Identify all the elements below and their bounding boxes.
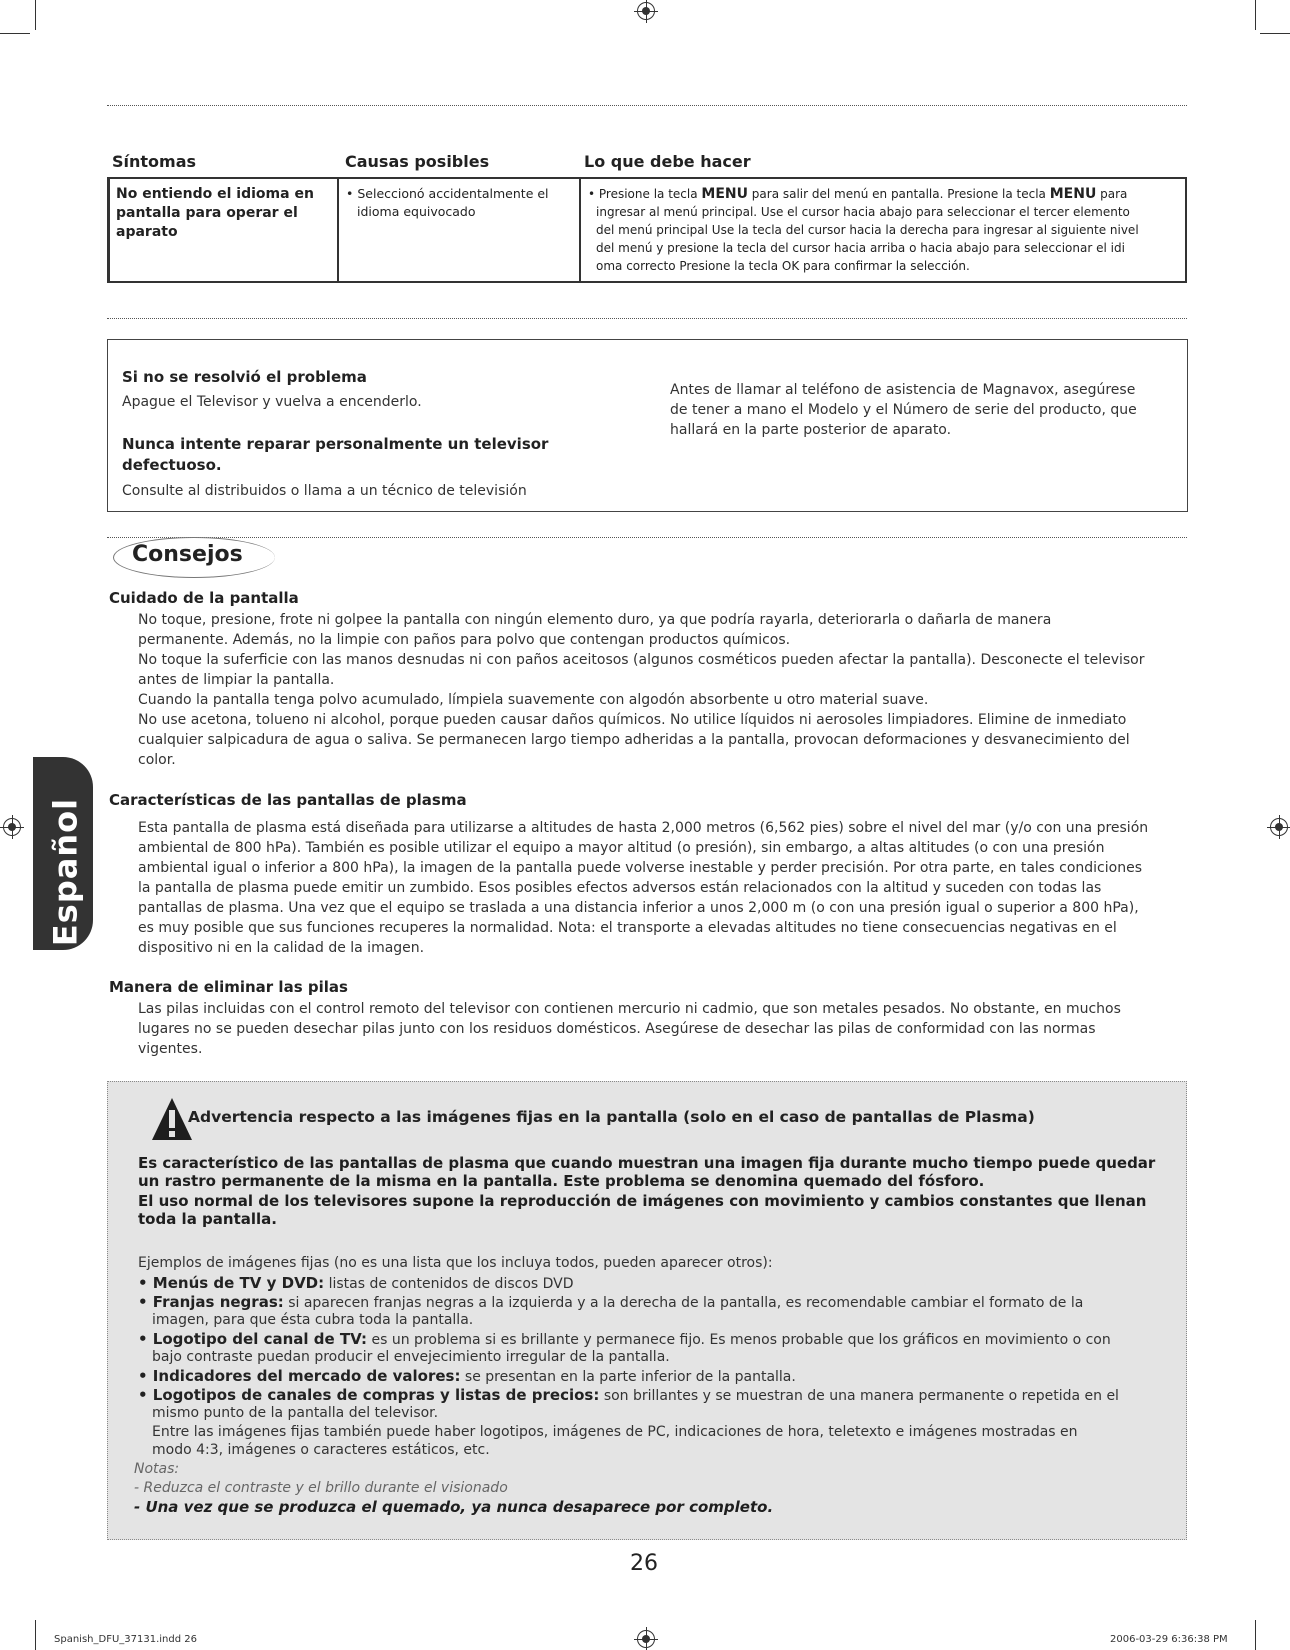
text-line: cualquier salpicadura de agua o saliva. Se permanecen largo tiempo adheridas a la pantalla, provocan deformaciones y desvanecimiento del bbox=[138, 732, 1130, 748]
footer-timestamp: 2006-03-29 6:36:38 PM bbox=[1110, 1634, 1228, 1645]
mid-divider bbox=[107, 318, 1187, 319]
symptom-line: No entiendo el idioma en bbox=[116, 186, 314, 202]
warning-bullet-shopping-cont: mismo punto de la pantalla del televisor. bbox=[152, 1405, 439, 1421]
symptom-line: pantalla para operar el bbox=[116, 205, 298, 221]
text-line: antes de limpiar la pantalla. bbox=[138, 672, 335, 688]
registration-mark-top-icon bbox=[637, 2, 655, 20]
top-divider bbox=[107, 105, 1187, 106]
action-line: • Presione la tecla MENU para salir del menú en pantalla. Presione la tecla MENU para bbox=[588, 186, 1128, 202]
help-heading-never-repair: Nunca intente reparar personalmente un televisor defectuoso. bbox=[122, 435, 549, 474]
section-heading-screen-care: Cuidado de la pantalla bbox=[109, 589, 299, 607]
warning-other-line: Entre las imágenes fijas también puede haber logotipos, imágenes de PC, indicaciones de hora, teletexto e imágenes mostradas en bbox=[152, 1424, 1078, 1440]
warning-bullet-logo-cont: bajo contraste puedan producir el envejecimiento irregular de la pantalla. bbox=[152, 1349, 670, 1365]
action-line: del menú principal Use la tecla del cursor hacia la derecha para ingresar al siguiente nivel bbox=[596, 223, 1139, 237]
section-text-plasma bbox=[138, 818, 1188, 958]
warning-title: Advertencia respecto a las imágenes fijas en la pantalla (solo en el caso de pantallas de Plasma) bbox=[188, 1108, 1035, 1126]
crop-mark-tr-h bbox=[1260, 33, 1290, 34]
section-heading-plasma: Características de las pantallas de plasma bbox=[109, 791, 467, 809]
cause-line: • Seleccionó accidentalmente el bbox=[346, 186, 549, 201]
text-line: vigentes. bbox=[138, 1041, 203, 1057]
warning-note-bold: - Una vez que se produzca el quemado, ya nunca desaparece por completo. bbox=[134, 1498, 774, 1516]
help-text-restart: Apague el Televisor y vuelva a encenderlo. bbox=[122, 394, 422, 410]
warning-notes-label: Notas: bbox=[134, 1461, 180, 1477]
crop-mark-tr bbox=[1255, 0, 1256, 30]
warning-other-line: modo 4:3, imágenes o caracteres estáticos, etc. bbox=[152, 1442, 490, 1458]
registration-mark-bottom-icon bbox=[637, 1630, 655, 1648]
warning-box bbox=[107, 1081, 1187, 1540]
language-tab-label: Español bbox=[46, 797, 85, 947]
troubleshooting-table bbox=[107, 177, 1187, 283]
section-text-batteries bbox=[138, 999, 1188, 1059]
help-text-consult: Consulte al distribuidos o llama a un técnico de televisión bbox=[122, 483, 527, 499]
crop-mark-br bbox=[1255, 1620, 1256, 1650]
text-line: color. bbox=[138, 752, 176, 768]
text-line: ambiental igual o inferior a 800 hPa), la imagen de la pantalla puede volverse inestable y perder precisión. Por otra parte, en tales condiciones bbox=[138, 860, 1142, 876]
help-heading-unresolved: Si no se resolvió el problema bbox=[122, 368, 367, 386]
action-line: del menú y presione la tecla del cursor hacia arriba o hacia abajo para seleccionar el idi bbox=[596, 241, 1125, 255]
crop-mark-tl-h bbox=[0, 33, 30, 34]
warning-bullet-logo: • Logotipo del canal de TV: es un problema si es brillante y permanece fijo. Es menos probable que los gráficos en movimiento o con bbox=[138, 1330, 1111, 1348]
footer-filename: Spanish_DFU_37131.indd 26 bbox=[54, 1634, 197, 1645]
text-line: No use acetona, tolueno ni alcohol, porque pueden causar daños químicos. No utilice líquidos ni aerosoles limpiadores. Elimine de inmediato bbox=[138, 712, 1127, 728]
text-line: lugares no se pueden desechar pilas junto con los residuos domésticos. Asegúrese de desechar las pilas de conformidad con las normas bbox=[138, 1021, 1096, 1037]
help-box bbox=[107, 339, 1188, 512]
action-line: oma correcto Presione la tecla OK para confirmar la selección. bbox=[596, 259, 970, 273]
section-heading-batteries: Manera de eliminar las pilas bbox=[109, 978, 348, 996]
text-line: No toque, presione, frote ni golpee la pantalla con ningún elemento duro, ya que podría rayarla, deteriorarla o dañarla de manera bbox=[138, 612, 1052, 628]
cause-cell bbox=[346, 185, 549, 221]
section-text-screen-care bbox=[138, 610, 1188, 770]
text-line: es muy posible que sus funciones recuperes la normalidad. Nota: el transporte a elevadas altitudes no tiene consecuencias negativas en el bbox=[138, 920, 1117, 936]
text-line: Esta pantalla de plasma está diseñada para utilizarse a altitudes de hasta 2,000 metros (6,562 pies) sobre el nivel del mar (y/o con una presión bbox=[138, 820, 1149, 836]
page-number: 26 bbox=[630, 1551, 658, 1576]
table-header-action: Lo que debe hacer bbox=[584, 152, 751, 171]
registration-mark-left-icon bbox=[3, 818, 21, 836]
table-header-causes: Causas posibles bbox=[345, 152, 490, 171]
text-line: la pantalla de plasma puede emitir un zumbido. Esos posibles efectos adversos están relacionados con la altitud y suceden con todas las bbox=[138, 880, 1102, 896]
crop-mark-tl bbox=[35, 0, 36, 30]
text-line: Las pilas incluidas con el control remoto del televisor con contienen mercurio ni cadmio, que son metales pesados. No obstante, en muchos bbox=[138, 1001, 1121, 1017]
text-line: Cuando la pantalla tenga polvo acumulado, límpiela suavemente con algodón absorbente u otro material suave. bbox=[138, 692, 929, 708]
warning-bullet-bars: • Franjas negras: si aparecen franjas negras a la izquierda y a la derecha de la pantalla, es recomendable cambiar el formato de la bbox=[138, 1293, 1084, 1311]
warning-note: - Reduzca el contraste y el brillo durante el visionado bbox=[134, 1480, 508, 1496]
cause-line: idioma equivocado bbox=[357, 204, 476, 219]
registration-mark-right-icon bbox=[1270, 818, 1288, 836]
text-line: permanente. Además, no la limpie con paños para polvo que contengan productos químicos. bbox=[138, 632, 791, 648]
text-line: pantallas de plasma. Una vez que el equipo se traslada a una distancia inferior a unos 2,000 m (o con una presión igual o superior a 800 hPa), bbox=[138, 900, 1139, 916]
text-line: dispositivo ni en la calidad de la imagen. bbox=[138, 940, 425, 956]
symptom-line: aparato bbox=[116, 224, 178, 240]
warning-bold-line: un rastro permanente de la misma en la pantalla. Este problema se denomina quemado del fósforo. bbox=[138, 1172, 985, 1190]
warning-bold-line: Es característico de las pantallas de plasma que cuando muestran una imagen fija durante mucho tiempo puede quedar bbox=[138, 1154, 1156, 1172]
warning-bullet-stock: • Indicadores del mercado de valores: se presentan en la parte inferior de la pantalla. bbox=[138, 1367, 796, 1385]
text-line: ambiental de 800 hPa). También es posible utilizar el equipo a mayor altitud (o presión), sin embargo, a altas altitudes (o con una presión bbox=[138, 840, 1105, 856]
help-text-support: Antes de llamar al teléfono de asistencia de Magnavox, asegúrese de tener a mano el Modelo y el Número de serie del producto, que hallará en la parte posterior de aparato. bbox=[670, 382, 1137, 438]
language-tab bbox=[33, 757, 93, 950]
table-header-symptoms: Síntomas bbox=[112, 152, 197, 171]
text-line: No toque la suferficie con las manos desnudas ni con paños aceitosos (algunos cosméticos pueden afectar la pantalla). Desconecte el televisor bbox=[138, 652, 1145, 668]
action-line: ingresar al menú principal. Use el cursor hacia abajo para seleccionar el tercer elemento bbox=[596, 205, 1130, 219]
consejos-divider bbox=[107, 537, 1187, 538]
warning-bullet-shopping: • Logotipos de canales de compras y listas de precios: son brillantes y se muestran de una manera permanente o repetida en el bbox=[138, 1386, 1119, 1404]
symptom-cell bbox=[116, 185, 314, 242]
consejos-title: Consejos bbox=[132, 542, 243, 567]
warning-bold-line: El uso normal de los televisores supone la reproducción de imágenes con movimiento y cambios constantes que llenan bbox=[138, 1192, 1147, 1210]
warning-intro: Ejemplos de imágenes fijas (no es una lista que los incluya todos, pueden aparecer otros): bbox=[138, 1255, 773, 1271]
crop-mark-bl bbox=[35, 1620, 36, 1650]
warning-bullet-bars-cont: imagen, para que ésta cubra toda la pantalla. bbox=[152, 1312, 474, 1328]
action-cell bbox=[588, 185, 1139, 275]
warning-bold-line: toda la pantalla. bbox=[138, 1210, 277, 1228]
warning-bullet-menus: • Menús de TV y DVD: listas de contenidos de discos DVD bbox=[138, 1274, 574, 1292]
